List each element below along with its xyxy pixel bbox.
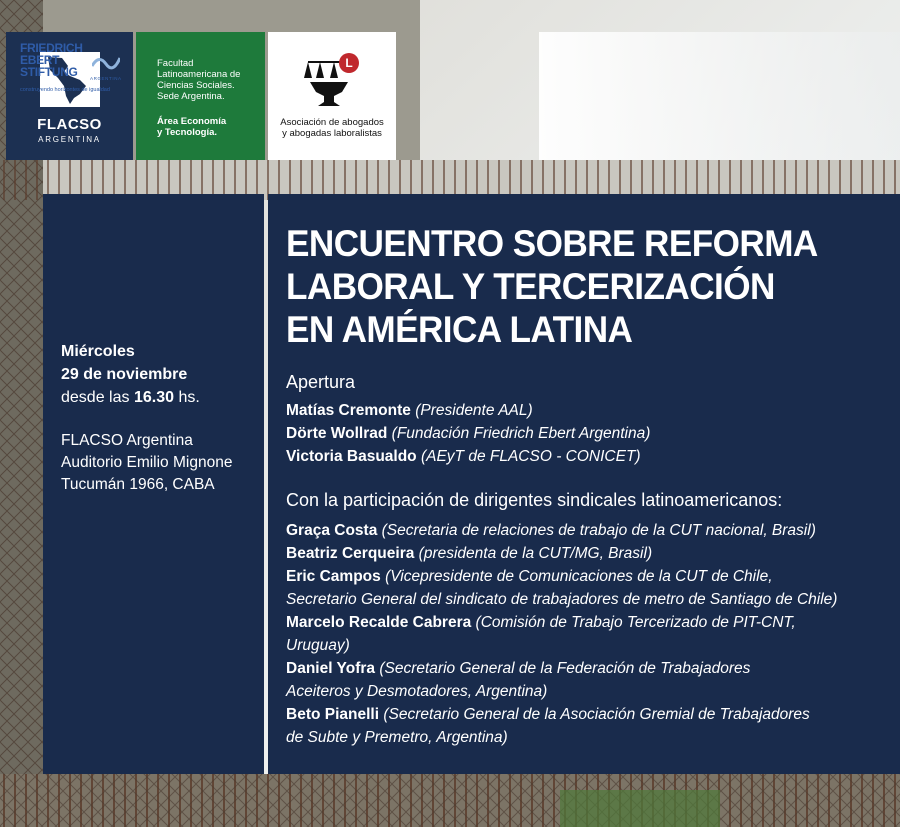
event-date (61, 340, 200, 409)
participant-speakers (286, 519, 837, 749)
event-date-text: 29 de noviembre (61, 366, 188, 383)
event-venue: FLACSO Argentina Auditorio Emilio Mignone Tucumán 1966, CABA (61, 432, 233, 493)
flacso-country: ARGENTINA (38, 135, 101, 144)
svg-text:L: L (345, 56, 353, 70)
scales-of-justice-icon (304, 52, 362, 110)
aal-name: Asociación de abogados y abogadas laboralistas (280, 117, 384, 139)
speaker-row: Victoria Basualdo (AEyT de FLACSO - CONICET) (286, 448, 641, 465)
speaker-row: Graça Costa (Secretaria de relaciones de trabajo de la CUT nacional, Brasil) (286, 522, 816, 539)
fes-wave-icon (92, 50, 120, 72)
flacso-name: FLACSO (37, 116, 102, 133)
speaker-row: Beto Pianelli (Secretario General de la Asociación Gremial de Trabajadores de Subte y Premetro, Argentina) (286, 706, 810, 746)
participants-heading: Con la participación de dirigentes sindicales latinoamericanos: (286, 490, 783, 510)
speaker-row: Eric Campos (Vicepresidente de Comunicaciones de la CUT de Chile, Secretario General del sindicato de trabajadores de metro de Santiago de Chile) (286, 568, 838, 608)
speaker-row: Daniel Yofra (Secretario General de la Federación de Trabajadores Aceiteros y Desmotadores, Argentina) (286, 660, 751, 700)
event-time: desde las 16.30 hs. (61, 389, 200, 406)
event-info-panel (43, 194, 264, 774)
faculty-logo (136, 32, 265, 160)
opening-heading: Apertura (286, 372, 356, 392)
speaker-row: Matías Cremonte (Presidente AAL) (286, 402, 533, 419)
speaker-row: Dörte Wollrad (Fundación Friedrich Ebert Argentina) (286, 425, 651, 442)
speaker-row: Marcelo Recalde Cabrera (Comisión de Trabajo Tercerizado de PIT-CNT, Uruguay) (286, 614, 796, 654)
speaker-row: Beatriz Cerqueira (presidenta de la CUT/MG, Brasil) (286, 545, 653, 562)
fes-tagline: construyendo horizontes de igualdad (20, 87, 110, 93)
header-fade (539, 32, 900, 160)
fes-wordmark: FRIEDRICH EBERT STIFTUNG (20, 41, 83, 79)
fes-country: ARGENTINA (90, 76, 122, 81)
event-day: Miércoles (61, 343, 135, 360)
faculty-name: Facultad Latinoamericana de Ciencias Sociales. Sede Argentina. (157, 58, 241, 102)
opening-speakers (286, 399, 650, 468)
event-title: ENCUENTRO SOBRE REFORMA LABORAL Y TERCERIZACIÓN EN AMÉRICA LATINA (286, 223, 818, 350)
event-program-panel (268, 194, 900, 774)
aal-logo (268, 32, 396, 160)
faculty-area: Área Economía y Tecnología. (157, 116, 227, 138)
